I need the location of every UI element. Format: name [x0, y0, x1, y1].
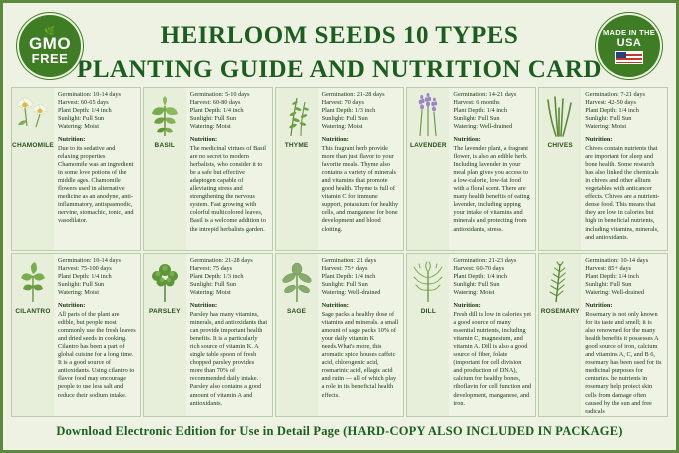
plant-cell [275, 253, 405, 417]
plant-cell [406, 253, 536, 417]
germination: Germination: 14-21 days [453, 91, 517, 98]
nutrition-heading: Nutrition: [58, 302, 86, 310]
nutrition-heading: Nutrition: [189, 302, 218, 310]
plant-depth: Plant Depth: 1/3 inch [189, 273, 244, 281]
nutrition-heading: Nutrition: [58, 136, 86, 144]
plant-thumbnail [539, 88, 581, 250]
sunlight: Sunlight: Full Sun [321, 281, 368, 289]
nutrition-heading: Nutrition: [321, 302, 349, 310]
plant-thumbnail [276, 88, 318, 250]
plant-name: CHIVES [547, 142, 573, 149]
nutrition-text: Rosemary is not only known for its taste and smell; it is also renowned for the many health benefits it possesses A good source of iron, calcium and vitamins A, C, and B 6, rosemary has been used for its medicinal purposes for centuries. he nutrients in rosemary help protect skin cells from damage often caused by the sun and free radicals [585, 310, 662, 415]
plant-thumbnail [276, 254, 318, 416]
plant-name: ROSEMARY [540, 308, 580, 315]
plant-info [449, 254, 535, 416]
usa-flag-icon [615, 51, 643, 64]
plant-depth: Plant Depth: 1/4 inch [453, 107, 508, 115]
germination: Germination: 10-14 days [585, 257, 649, 264]
sunlight: Sunlight: Full Sun [585, 115, 632, 123]
germination: Germination: 21-28 days [321, 91, 385, 98]
dill-fronds-icon [410, 258, 446, 304]
parsley-bunch-icon [147, 258, 183, 304]
plant-info [54, 254, 140, 416]
nutrition-heading: Nutrition: [321, 136, 349, 144]
watering: Watering: Moist [321, 123, 363, 131]
plant-thumbnail [144, 88, 186, 250]
gmo-badge-line1: GMO [28, 34, 72, 53]
watering: Watering: Moist [453, 289, 495, 297]
watering: Watering: Well-drained [321, 289, 381, 297]
cilantro-leaf-icon [15, 258, 51, 304]
sunlight: Sunlight: Full Sun [453, 281, 500, 289]
nutrition-text: Fresh dill is low in calories yet a good source of many essential nutrients, including vitamin C, magnesium, and vitamin A. Dill is also a good source of fiber, folate (important for cell division and production of DNA), calcium for healthy bones, riboflavin for cell function and development, manganese, and iron. [453, 310, 532, 407]
plant-depth: Plant Depth: 1/4 inch [58, 107, 112, 115]
plant-info [186, 254, 272, 416]
watering: Watering: Moist [58, 289, 99, 297]
plant-cell [538, 253, 668, 417]
germination: Germination: 21-23 days [453, 257, 517, 264]
plant-info [318, 88, 404, 250]
plant-thumbnail [144, 254, 186, 416]
nutrition-text: Chives contain nutrients that are important for sleep and bone health. Some research has also linked the chemicals in chives and other allium vegetables with anticancer effects. Chives are a nutrient-dense food. This means that they are low in calories but high in beneficial nutrients, including vitamins, minerals, and antioxidants. [585, 144, 660, 241]
usa-badge-line1: MADE IN THE [602, 28, 656, 37]
card-header [11, 9, 668, 87]
made-in-usa-badge [598, 15, 660, 77]
harvest: Harvest: 85+ days [585, 265, 632, 273]
gmo-badge-line2: FREE [31, 51, 69, 66]
gmo-free-badge [19, 15, 81, 77]
harvest: Harvest: 60-70 days [453, 265, 505, 273]
plant-depth: Plant Depth: 1/4 inch [321, 273, 376, 281]
basil-leaf-icon [147, 92, 183, 138]
plant-depth: Plant Depth: 1/4 inch [585, 107, 639, 115]
plant-info [318, 254, 404, 416]
plant-cell [11, 253, 141, 417]
plant-thumbnail [12, 254, 54, 416]
sunlight: Sunlight: Full Sun [58, 115, 105, 123]
sunlight: Sunlight: Full Sun [453, 115, 500, 123]
plant-info [581, 88, 667, 250]
harvest: Harvest: 6 months [453, 99, 500, 107]
plant-thumbnail [539, 254, 581, 416]
watering: Watering: Moist [585, 123, 627, 131]
nutrition-heading: Nutrition: [189, 136, 218, 144]
plant-name: CILANTRO [15, 308, 51, 315]
germination: Germination: 21 days [321, 257, 377, 264]
chives-stems-icon [542, 92, 578, 138]
watering: Watering: Moist [189, 289, 231, 297]
sunlight: Sunlight: Full Sun [189, 281, 236, 289]
harvest: Harvest: 60-65 days [58, 99, 109, 107]
plant-depth: Plant Depth: 1/4 inch [58, 273, 112, 281]
plant-cell [538, 87, 668, 251]
plant-thumbnail [407, 88, 449, 250]
lavender-stalk-icon [410, 92, 446, 138]
usa-badge-line2: USA [616, 37, 642, 49]
sunlight: Sunlight: Full Sun [585, 281, 632, 289]
plant-name: DILL [420, 308, 437, 315]
watering: Watering: Moist [58, 123, 99, 131]
nutrition-text: Parsley has many vitamins, minerals, and antioxidants that can provide important health benefits. It is a particularly rich source of vitamin K. A single table spoon of fresh chopped parsley provides more than 70% of recommended daily intake. Parsley also contains a good amount of vitamin A and antioxidants. [189, 310, 268, 407]
harvest: Harvest: 42-50 days [585, 99, 636, 107]
sunlight: Sunlight: Full Sun [321, 115, 368, 123]
footer-note: Download Electronic Edition for Use in Detail Page (HARD-COPY ALSO INCLUDED IN PACKAGE) [56, 424, 623, 438]
germination: Germination: 10-14 days [58, 257, 121, 264]
harvest: Harvest: 75+ days [321, 265, 368, 273]
plant-info [581, 254, 667, 416]
nutrition-text: Sage packs a healthy dose of vitamins and minerals. a small amount of sage packs 10% of your daily vitamin K needs.What's more, this aromatic spice houses caffeic acid, chlorogenic acid, rosmarinic acid, ellagic acid and rutin — all of which play a role in its beneficial health effects. [321, 310, 399, 399]
nutrition-text: All parts of the plant are edible, but people most commonly use the fresh leaves and dried seeds in cooking. Cilantro has been a part of global cuisine for a long time. It is a good source of antioxidants. Using cilantro to flavor food may encourage people to use less salt and reduce their sodium intake. [58, 310, 136, 399]
harvest: Harvest: 75 days [189, 265, 233, 273]
plant-name: BASIL [154, 142, 176, 149]
plant-info [186, 88, 272, 250]
watering: Watering: Well-drained [453, 123, 513, 131]
nutrition-text: This fragrant herb provide more than just flavor to your favorite meals. Thyme also contains a variety of minerals and vitamins that promote good health. Thyme is full of vitamin C for immune support, potassium for healthy cells, and manganese for bone development and blood clotting. [321, 144, 399, 233]
thyme-sprig-icon [279, 92, 315, 138]
watering: Watering: Moist [189, 123, 231, 131]
germination: Germination: 10-14 days [58, 91, 121, 98]
sunlight: Sunlight: Full Sun [189, 115, 236, 123]
plant-name: CHAMOMILE [12, 142, 54, 149]
sunlight: Sunlight: Full Sun [58, 281, 105, 289]
harvest: Harvest: 75-100 days [58, 265, 112, 273]
plant-cell [143, 87, 273, 251]
watering: Watering: Well-drained [585, 289, 645, 297]
plant-info [54, 88, 140, 250]
plant-cell [11, 87, 141, 251]
plant-depth: Plant Depth: 1/4 inch [585, 273, 639, 281]
page-title [11, 9, 668, 87]
nutrition-heading: Nutrition: [453, 136, 481, 144]
plant-name: SAGE [286, 308, 307, 315]
rosemary-sprig-icon [542, 258, 578, 304]
plant-thumbnail [12, 88, 54, 250]
leaf-icon: 🌿 [44, 26, 56, 36]
nutrition-text: Due to its sedative and relaxing properties Chamomile was an ingredient in some love potions of the middle ages. Chamomile flowers used in alternative medicine as an anodyne, anti-inflammatory, antispasmodic, nervine, stomachic, tonic, and vasodilator. [58, 144, 134, 225]
nutrition-text: The lavender plant, a fragrant flower, is also an edible herb. Including lavender in your meal plan gives you access to a low-calorie, low-fat food with a floral scent. There are many health benefits of eating lavender, including upping your intake of vitamins and minerals and protecting from antioxidants, stress. [453, 144, 530, 233]
plant-name: LAVENDER [409, 142, 447, 149]
plant-info [449, 88, 535, 250]
plant-cell [143, 253, 273, 417]
plant-thumbnail [407, 254, 449, 416]
nutrition-text: The medicinal virtues of Basil are no secret to modern herbalists, who consider it to be a safe but effective adaptogen capable of alleviating stress and strengthening the nervous system. Fast growing with colorful multicolored leaves, Basil is a welcome addition to the intrepid herbalists garden. [189, 144, 267, 233]
page-title-line2: PLANTING GUIDE AND NUTRITION CARD [77, 55, 602, 83]
harvest: Harvest: 60-80 days [189, 99, 241, 107]
chamomile-flower-icon [15, 92, 51, 138]
plant-depth: Plant Depth: 1/4 inch [189, 107, 244, 115]
plant-depth: Plant Depth: 1/3 inch [321, 107, 376, 115]
plant-cell [406, 87, 536, 251]
germination: Germination: 5-10 days [189, 91, 250, 98]
page-title-line1: HEIRLOOM SEEDS 10 TYPES [160, 22, 519, 49]
plant-cell [275, 87, 405, 251]
nutrition-heading: Nutrition: [585, 302, 613, 310]
plant-name: THYME [284, 142, 309, 149]
nutrition-heading: Nutrition: [453, 302, 481, 310]
germination: Germination: 21-28 days [189, 257, 253, 264]
plant-grid [11, 87, 668, 417]
nutrition-heading: Nutrition: [585, 136, 613, 144]
plant-depth: Plant Depth: 1/4 inch [453, 273, 508, 281]
harvest: Harvest: 70 days [321, 99, 364, 107]
germination: Germination: 7-21 days [585, 91, 645, 98]
sage-leaves-icon [279, 258, 315, 304]
plant-name: PARSLEY [148, 308, 181, 315]
